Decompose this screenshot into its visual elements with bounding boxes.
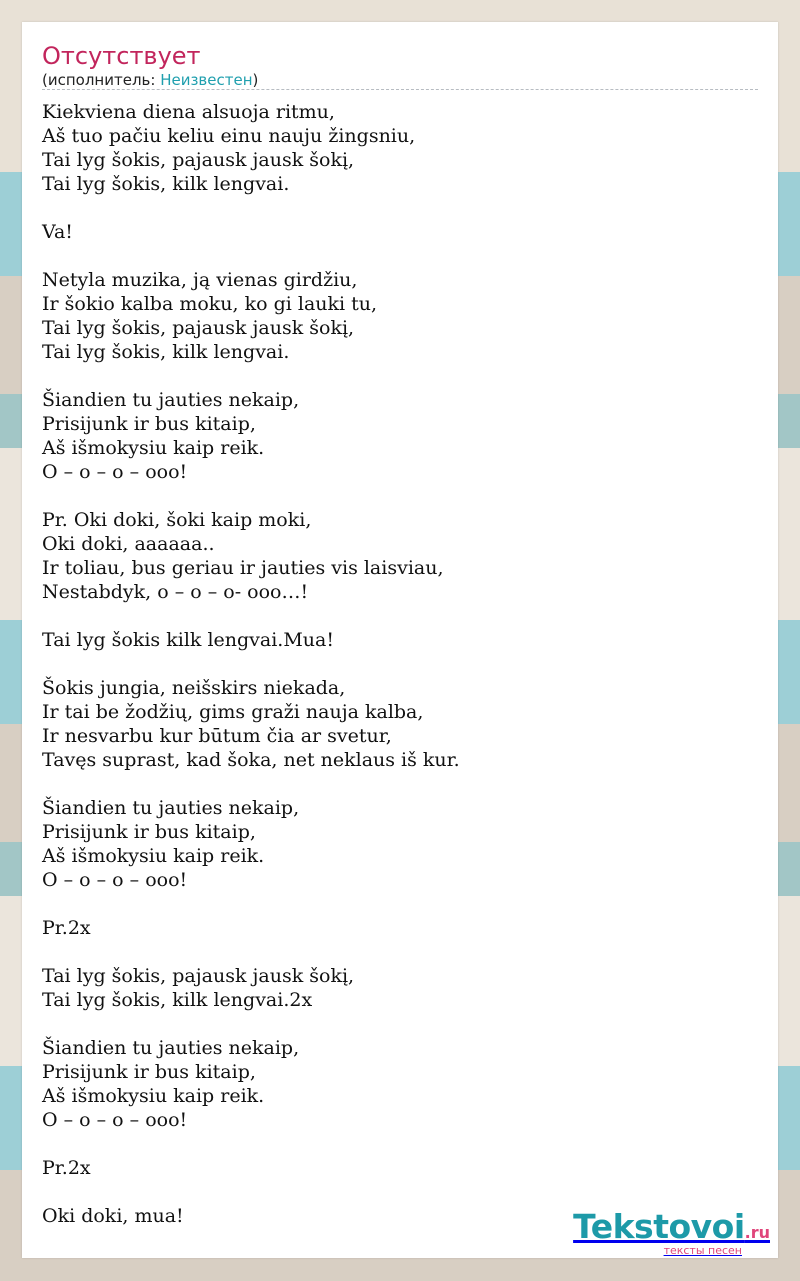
lyric-line: Kiekviena diena alsuoja ritmu, [42, 101, 335, 123]
lyric-line: Aš išmokysiu kaip reik. [42, 845, 265, 867]
lyric-line: Tai lyg šokis, pajausk jausk šokį, [42, 965, 355, 987]
lyric-line: Šiandien tu jauties nekaip, [42, 389, 300, 411]
lyric-line: Tai lyg šokis, kilk lengvai. [42, 341, 290, 363]
site-logo[interactable] [573, 1207, 770, 1257]
lyric-line: Netyla muzika, ją vienas girdžiu, [42, 269, 358, 291]
lyric-line: Šiandien tu jauties nekaip, [42, 797, 300, 819]
logo-tagline: тексты песен [663, 1244, 742, 1257]
lyric-line: O – o – o – ooo! [42, 1109, 188, 1131]
lyric-blank-line [42, 1012, 758, 1036]
lyric-line: O – o – o – ooo! [42, 869, 188, 891]
lyric-blank-line [42, 244, 758, 268]
lyric-line: Ir toliau, bus geriau ir jauties vis laisviau, [42, 557, 444, 579]
lyric-line: Aš išmokysiu kaip reik. [42, 437, 265, 459]
lyric-line: Ir nesvarbu kur būtum čia ar svetur, [42, 725, 392, 747]
lyric-line: Tai lyg šokis kilk lengvai.Mua! [42, 629, 334, 651]
lyric-blank-line [42, 1132, 758, 1156]
lyric-line: Oki doki, aaaaaa.. [42, 533, 215, 555]
lyric-line: Nestabdyk, o – o – o- ooo…! [42, 581, 309, 603]
lyric-line: Pr.2x [42, 1157, 91, 1179]
lyric-line: Prisijunk ir bus kitaip, [42, 1061, 256, 1083]
lyric-line: Ir tai be žodžių, gims graži nauja kalba, [42, 701, 424, 723]
lyric-blank-line [42, 940, 758, 964]
lyric-line: Ir šokio kalba moku, ko gi lauki tu, [42, 293, 378, 315]
lyric-line: Tai lyg šokis, pajausk jausk šokį, [42, 317, 355, 339]
artist-link[interactable]: Неизвестен [160, 71, 253, 89]
lyric-line: Va! [42, 221, 73, 243]
lyric-line: Prisijunk ir bus kitaip, [42, 821, 256, 843]
lyric-line: Tavęs suprast, kad šoka, net neklaus iš kur. [42, 749, 460, 771]
lyric-line: Aš tuo pačiu keliu einu nauju žingsniu, [42, 125, 416, 147]
lyric-blank-line [42, 1180, 758, 1204]
lyric-line: Šokis jungia, neišskirs niekada, [42, 677, 346, 699]
lyric-line: Oki doki, mua! [42, 1205, 184, 1227]
artist-line [42, 71, 258, 89]
lyric-line: Pr.2x [42, 917, 91, 939]
artist-suffix: ) [252, 71, 259, 89]
logo-tld: .ru [744, 1223, 770, 1242]
lyric-blank-line [42, 364, 758, 388]
lyrics-text [42, 100, 758, 1228]
lyric-blank-line [42, 652, 758, 676]
artist-prefix: (исполнитель: [42, 71, 161, 89]
lyric-blank-line [42, 772, 758, 796]
lyric-line: Aš išmokysiu kaip reik. [42, 1085, 265, 1107]
header-divider [42, 89, 758, 90]
lyric-line: Šiandien tu jauties nekaip, [42, 1037, 300, 1059]
lyric-line: Tai lyg šokis, kilk lengvai. [42, 173, 290, 195]
lyric-blank-line [42, 484, 758, 508]
lyric-blank-line [42, 196, 758, 220]
lyric-line: O – o – o – ooo! [42, 461, 188, 483]
song-title: Отсутствует [42, 42, 201, 70]
lyric-blank-line [42, 604, 758, 628]
lyrics-card [22, 22, 778, 1258]
lyric-line: Prisijunk ir bus kitaip, [42, 413, 256, 435]
logo-name: Tekstovoi [573, 1207, 745, 1246]
lyric-line: Tai lyg šokis, kilk lengvai.2x [42, 989, 313, 1011]
lyric-blank-line [42, 892, 758, 916]
lyric-line: Pr. Oki doki, šoki kaip moki, [42, 509, 312, 531]
lyric-line: Tai lyg šokis, pajausk jausk šokį, [42, 149, 355, 171]
